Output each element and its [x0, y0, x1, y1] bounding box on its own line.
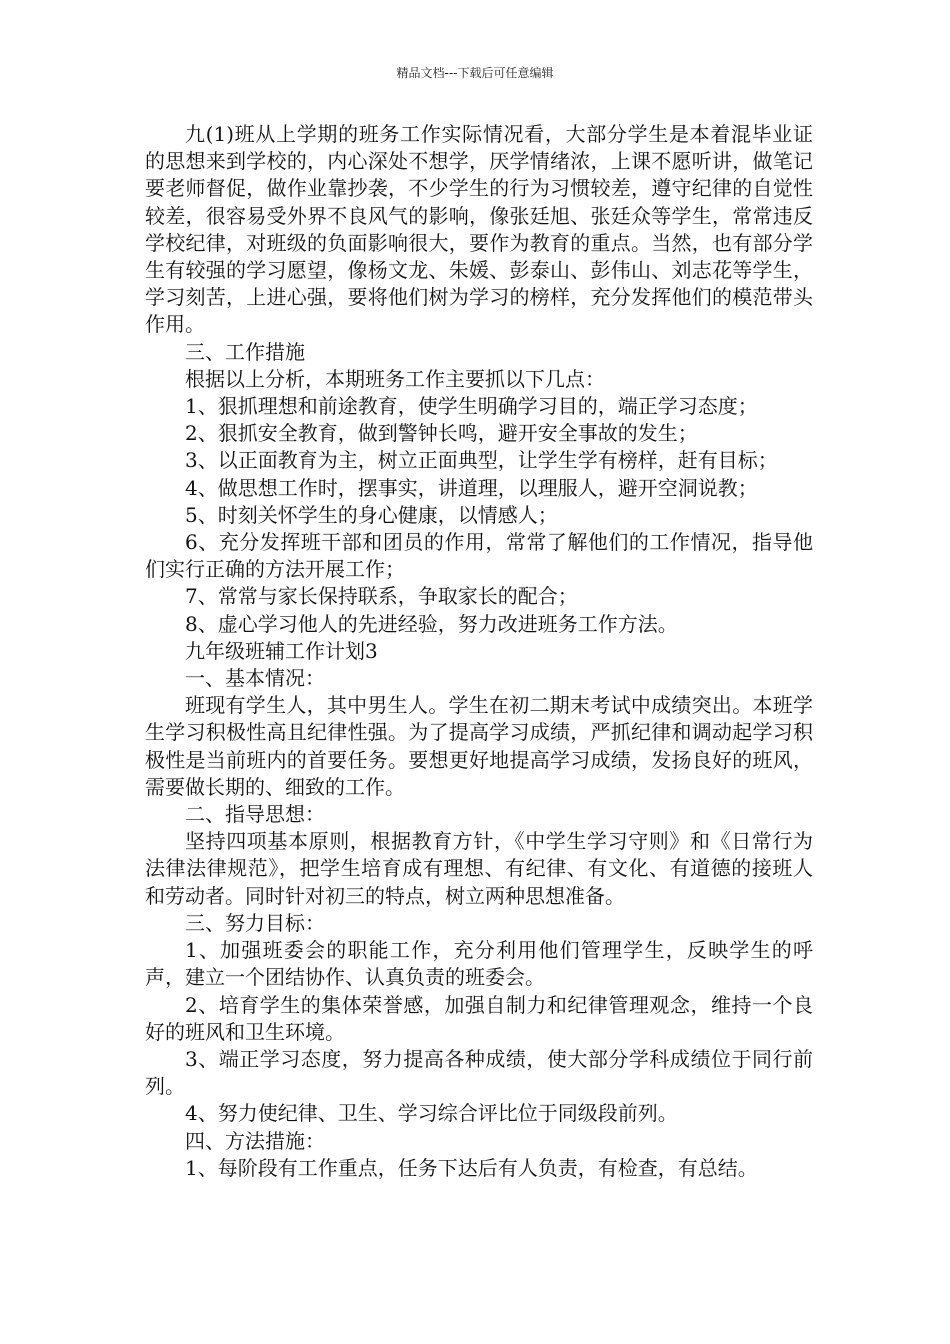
list-item: 3、以正面教育为主，树立正面典型，让学生学有榜样，赶有目标； [185, 448, 778, 473]
list-item: 2、狠抓安全教育，做到警钟长鸣，避开安全事故的发生； [185, 421, 698, 446]
list-item: 8、虚心学习他人的先进经验，努力改进班务工作方法。 [185, 611, 678, 636]
document-title: 九年级班辅工作计划3 [185, 638, 378, 663]
section-heading: 一、基本情况： [185, 666, 325, 691]
list-item: 3、端正学习态度，努力提高各种成绩，使大部分学科成绩位于同行前列。 [145, 1046, 813, 1099]
paragraph: 坚持四项基本原则，根据教育方针，《中学生学习守则》和《日常行为法律法律规范》，把学生培育成有理想、有纪律、有文化、有道德的接班人和劳动者。同时针对初三的特点，树立两种思想准备。 [145, 829, 813, 908]
page-header: 精品文档---下载后可任意编辑 [396, 66, 554, 80]
section-heading: 三、工作措施 [185, 339, 305, 364]
list-item: 2、培育学生的集体荣誉感，加强自制力和纪律管理观念，维持一个良好的班风和卫生环境。 [145, 992, 813, 1044]
list-item: 1、每阶段有工作重点，任务下达后有人负责，有检查，有总结。 [185, 1155, 758, 1180]
list-item: 4、做思想工作时，摆事实，讲道理，以理服人，避开空洞说教； [185, 475, 758, 500]
section-heading: 三、努力目标： [185, 910, 325, 935]
paragraph: 九(1)班从上学期的班务工作实际情况看，大部分学生是本着混毕业证的思想来到学校的，内心深处不想学，厌学情绪浓，上课不愿听讲，做笔记要老师督促，做作业靠抄袭，不少学生的行为习惯较差，遵守纪律的自觉性较差，很容易受外界不良风气的影响，像张廷旭、张廷众等学生，常常违反学校纪律，对班级的负面影响很大，要作为教育的重点。当然，也有部分学生有较强的学习愿望，像杨文龙、朱媛、彭泰山、彭伟山、刘志花等学生，学习刻苦，上进心强，要将他们树为学习的榜样，充分发挥他们的模范带头作用。 [145, 122, 813, 337]
document-body [145, 121, 813, 1182]
section-heading: 二、指导思想： [185, 802, 325, 827]
list-item: 6、充分发挥班干部和团员的作用，常常了解他们的工作情况，指导他们实行正确的方法开展工作； [145, 530, 813, 582]
list-item: 7、常常与家长保持联系，争取家长的配合； [185, 584, 578, 609]
section-heading: 四、方法措施： [185, 1128, 325, 1153]
list-item: 4、努力使纪律、卫生、学习综合评比位于同级段前列。 [185, 1101, 678, 1126]
list-item: 1、加强班委会的职能工作，充分利用他们管理学生，反映学生的呼声，建立一个团结协作、认真负责的班委会。 [145, 938, 813, 990]
list-item: 1、狠抓理想和前途教育，使学生明确学习目的，端正学习态度； [185, 394, 758, 419]
list-item: 5、时刻关怀学生的身心健康，以情感人； [185, 502, 558, 527]
paragraph: 班现有学生人，其中男生人。学生在初二期末考试中成绩突出。本班学生学习积极性高且纪律性强。为了提高学习成绩，严抓纪律和调动起学习积极性是当前班内的首要任务。要想更好地提高学习成绩，发扬良好的班风，需要做长期的、细致的工作。 [145, 693, 813, 799]
paragraph: 根据以上分析，本期班务工作主要抓以下几点： [185, 366, 605, 391]
